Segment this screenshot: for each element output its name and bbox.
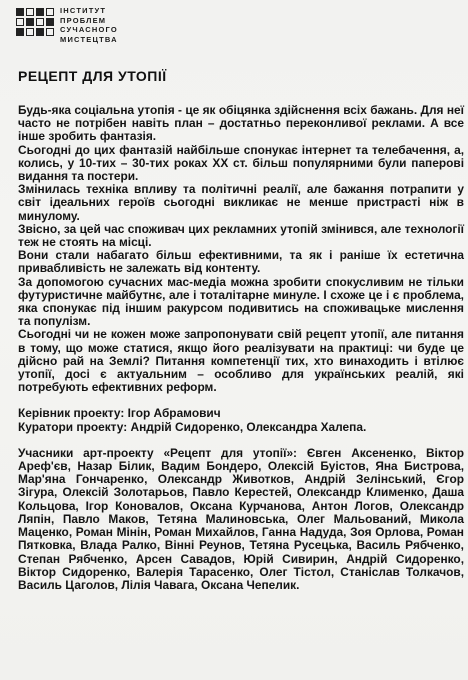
paragraph: Сьогодні чи не кожен може запропонувати свій рецепт утопії, але питання в тому, що може статися, якщо його реалізувати на практиці: чи буде це дійсно рай на Землі? Питання компетенції тих, хто винаходить і втілює утопії, досі є актуальним – особливо для українських реалій, які потребують ефективних реформ. xyxy=(18,327,464,395)
logo-grid-icon xyxy=(16,8,54,36)
paragraph: Сьогодні до цих фантазій найбільше спонукає інтернет та телебачення, а, колись, у 10-тих – 30-тих роках ХХ ст. більш популярними були паперові видання та постери. xyxy=(18,142,464,184)
paragraph: Змінилась техніка впливу та політичні реалії, але бажання потрапити у світ ідеальних героїв сьогодні викликає не менше пристрасті ніж в минулому. xyxy=(18,182,464,223)
logo-line: МИСТЕЦТВА xyxy=(60,34,118,44)
logo-line: ІНСТИТУТ xyxy=(60,6,107,15)
logo-line: СУЧАСНОГО xyxy=(60,25,118,34)
page-title: РЕЦЕПТ ДЛЯ УТОПІЇ xyxy=(18,68,167,84)
document-body xyxy=(18,104,464,592)
paragraph: За допомогою сучасних мас-медіа можна зробити спокусливим не тільки футуристичне майбутнє, але і тоталітарне минуле. І схоже це і є проблема, яка спонукає під іншим ракурсом подивитись на споживацьке мислення та популізм. xyxy=(18,274,464,329)
participants-list: Учасники арт-проекту «Рецепт для утопії»: Євген Аксененко, Віктор Ареф'єв, Назар Білик, Вадим Бондеро, Олексій Буістов, Яна Бистрова, Мар'яна Гончаренко, Олександр Животков, Андрій Зелінський, Єгор Зігура, Олексій Золотарьов, Павло Керестей, Олександр Клименко, Даша Кольцова, Ігор Коновалов, Оксана Курчанова, Антон Логов, Олександр Ляпін, Павло Маков, Тетяна Малиновська, Олег Мальований, Микола Маценко, Роман Мінін, Роман Михайлов, Ганна Надуда, Зоя Орлова, Роман Пятковка, Влада Ралко, Вінні Реунов, Тетяна Русецька, Василь Рябченко, Степан Рябченко, Арсен Савадов, Юрій Сивирин, Андрій Сидоренко, Віктор Сидоренко, Валерія Тарасенко, Олег Тістол, Станіслав Толкачов, Василь Цаголов, Лілія Чавага, Оксана Чепелик. xyxy=(18,445,464,592)
institute-logo xyxy=(16,6,458,54)
paragraph: Звісно, за цей час споживач цих рекламних утопій змінився, але технології теж не стоять на місці. xyxy=(18,221,464,250)
paragraph: Вони стали набагато більш ефективними, та як і раніше їх естетична привабливість не залежать від контенту. xyxy=(18,248,464,276)
project-curators: Куратори проекту: Андрій Сидоренко, Олександра Халепа. xyxy=(18,419,367,434)
project-director: Керівник проекту: Ігор Абрамович xyxy=(18,406,221,421)
logo-line: ПРОБЛЕМ xyxy=(60,15,107,25)
paragraph: Будь-яка соціальна утопія - це як обіцянка здійснення всіх бажань. Для неї часто не потрібен навіть план – достатньо переконливої реклами. А все інше зробить фантазія. xyxy=(18,103,464,144)
logo-text xyxy=(60,6,118,44)
